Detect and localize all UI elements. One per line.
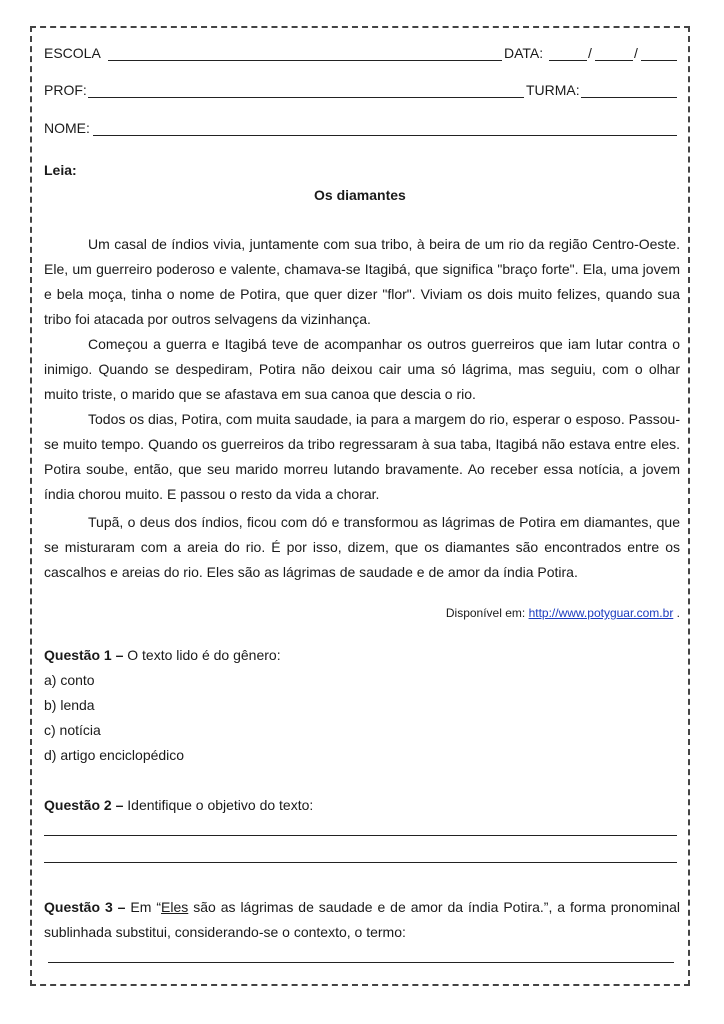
- paragraph-4: Tupã, o deus dos índios, ficou com dó e transformou as lágrimas de Potira em diamantes, que se misturaram com a areia do rio. É por isso, dizem, que os diamantes são encontrados entre os cascalhos e areias do rio. Eles são as lágrimas de saudade e de amor da índia Potira.: [44, 514, 680, 580]
- source-line: [446, 605, 680, 622]
- paragraph-2: Começou a guerra e Itagibá teve de acompanhar os outros guerreiros que iam lutar contra o inimigo. Quando se despediram, Potira não deixou cair uma só lágrima, mas seguiu, com o olhar muito triste, o marido que se afastava em sua canoa que descia o rio.: [44, 336, 680, 402]
- text-title: Os diamantes: [314, 187, 406, 203]
- date-month-field[interactable]: [595, 60, 633, 61]
- question-3-text-pre: Em “: [130, 899, 162, 915]
- escola-label: ESCOLA: [44, 45, 101, 61]
- answer-line[interactable]: [44, 862, 677, 863]
- source-end: .: [676, 606, 680, 620]
- escola-field[interactable]: [108, 60, 502, 61]
- nome-field[interactable]: [93, 135, 677, 136]
- source-label: Disponível em:: [445, 606, 526, 620]
- question-2: [44, 797, 313, 814]
- date-year-field[interactable]: [641, 60, 677, 61]
- option-a[interactable]: a) conto: [44, 672, 95, 688]
- question-3-label: Questão 3 –: [44, 899, 126, 915]
- question-3: [44, 895, 680, 945]
- option-b[interactable]: b) lenda: [44, 697, 95, 713]
- answer-line[interactable]: [48, 962, 674, 963]
- option-c[interactable]: c) notícia: [44, 722, 101, 738]
- date-separator: /: [634, 45, 638, 61]
- source-link[interactable]: http://www.potyguar.com.br: [528, 606, 674, 620]
- question-1-label: Questão 1 –: [44, 647, 124, 663]
- turma-field[interactable]: [581, 97, 677, 98]
- instruction: Leia:: [44, 162, 77, 178]
- question-3-text-post: são as lágrimas de saudade e de amor da índia Potira.”, a forma pronominal sublinhada substitui, considerando-se o contexto, o termo:: [44, 899, 680, 940]
- answer-line[interactable]: [44, 835, 677, 836]
- question-2-label: Questão 2 –: [44, 797, 124, 813]
- question-2-text: Identifique o objetivo do texto:: [127, 797, 314, 813]
- prof-field[interactable]: [88, 97, 524, 98]
- nome-label: NOME:: [44, 120, 90, 136]
- question-3-highlight: Eles: [161, 899, 189, 915]
- paragraph-3: Todos os dias, Potira, com muita saudade, ia para a margem do rio, esperar o esposo. Passou-se muito tempo. Quando os guerreiros da tribo regressaram à sua taba, Itagibá não estava entre eles. Potira soube, então, que seu marido morreu lutando bravamente. Ao receber essa notícia, a jovem índia chorou muito. E passou o resto da vida a chorar.: [44, 411, 680, 502]
- date-day-field[interactable]: [549, 60, 587, 61]
- question-1: [44, 647, 281, 664]
- date-separator: /: [588, 45, 592, 61]
- question-1-text: O texto lido é do gênero:: [127, 647, 281, 663]
- option-d[interactable]: d) artigo enciclopédico: [44, 747, 185, 763]
- data-label: DATA:: [504, 45, 544, 61]
- turma-label: TURMA:: [526, 82, 580, 98]
- paragraph-1: Um casal de índios vivia, juntamente com sua tribo, à beira de um rio da região Centro-Oeste. Ele, um guerreiro poderoso e valente, chamava-se Itagibá, que significa "braço forte". Ela, uma jovem e bela moça, tinha o nome de Potira, que quer dizer "flor". Viviam os dois muito felizes, quando sua tribo foi atacada por outros selvagens da vizinhança.: [44, 236, 680, 327]
- prof-label: PROF:: [44, 82, 87, 98]
